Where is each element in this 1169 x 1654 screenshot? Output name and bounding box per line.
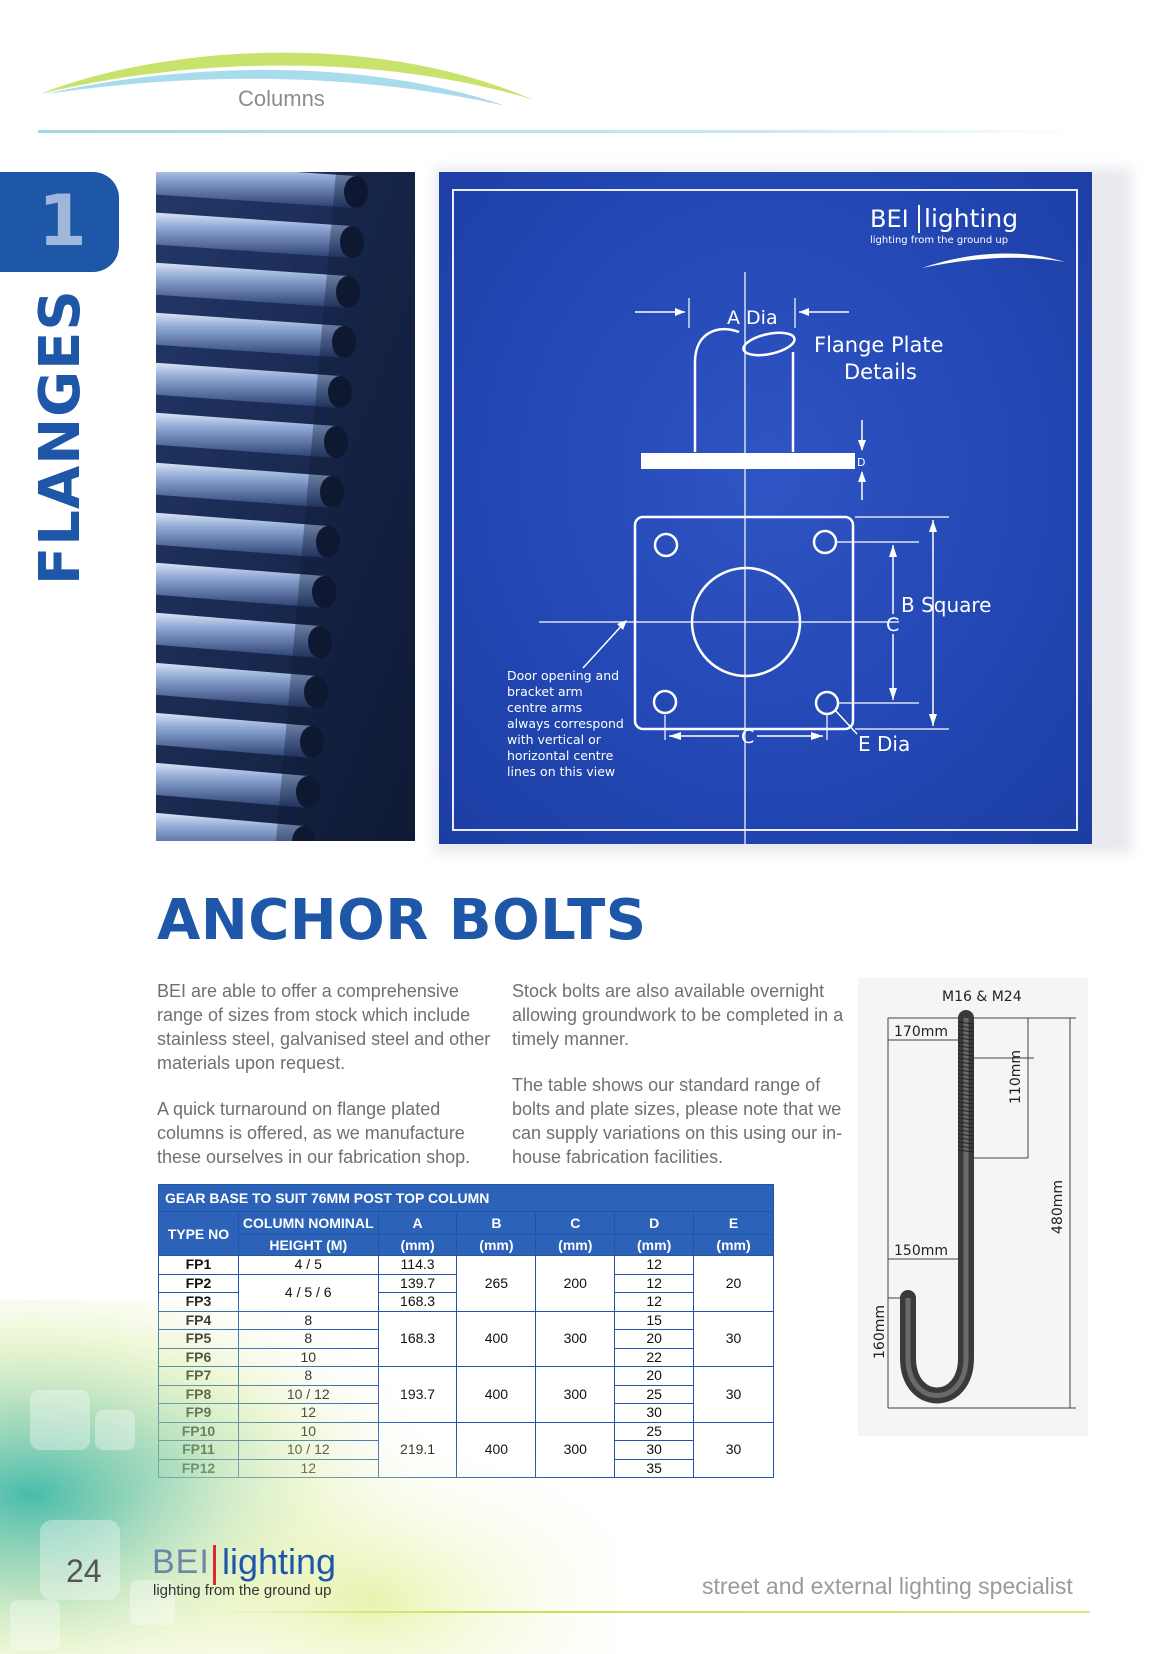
cell-d: 35 (615, 1459, 694, 1478)
label-d: D (857, 456, 866, 469)
chapter-number: 1 (38, 180, 87, 262)
bolt-dim-total: 480mm (1050, 1180, 1066, 1234)
cell-b: 265 (457, 1256, 536, 1312)
header-b: B (457, 1212, 536, 1235)
header-c: C (536, 1212, 615, 1235)
cell-d: 22 (615, 1348, 694, 1367)
blueprint-note (507, 668, 624, 779)
bolt-size-label: M16 & M24 (942, 989, 1022, 1005)
bolt-dim-thread: 110mm (1008, 1050, 1024, 1104)
bolt-dim-hook: 160mm (872, 1305, 888, 1359)
table-caption: GEAR BASE TO SUIT 76MM POST TOP COLUMN (159, 1185, 774, 1212)
cell-height: 4 / 5 / 6 (238, 1274, 378, 1311)
cell-d: 30 (615, 1404, 694, 1423)
footer-logo-lighting: lighting (222, 1541, 337, 1582)
header-height-line2: HEIGHT (M) (238, 1235, 378, 1256)
note-line: lines on this view (507, 764, 616, 779)
cell-c: 200 (536, 1256, 615, 1312)
header-unit: (mm) (378, 1235, 457, 1256)
footer-strapline: street and external lighting specialist (702, 1573, 1073, 1599)
cell-d: 20 (615, 1367, 694, 1386)
page-number: 24 (66, 1553, 102, 1589)
header-unit: (mm) (615, 1235, 694, 1256)
paragraph: Stock bolts are also available overnight allowing groundwork to be completed in a timely manner. (512, 981, 844, 1049)
cell-type: FP1 (159, 1256, 239, 1275)
section-vertical-label: FLANGES (28, 289, 93, 585)
note-line: with vertical or (507, 732, 601, 747)
bolt-dim-top: 170mm (894, 1024, 948, 1040)
intro-column-right (512, 979, 857, 1191)
label-c-horizontal: C (741, 726, 755, 748)
paragraph: A quick turnaround on flange plated columns is offered, as we manufacture these ourselves in our fabrication shop. (157, 1099, 471, 1167)
blueprint-brand-divider (918, 205, 920, 233)
label-a-dia: A Dia (727, 307, 778, 329)
intro-column-left (157, 979, 497, 1191)
header-e: E (694, 1212, 774, 1235)
footer-logo-tagline: lighting from the ground up (153, 1582, 332, 1599)
label-c-vertical: C (886, 614, 900, 636)
cell-e: 20 (694, 1256, 774, 1312)
header-a: A (378, 1212, 457, 1235)
cell-e: 30 (694, 1422, 774, 1478)
note-line: centre arms (507, 700, 583, 715)
footer-divider (210, 1611, 1090, 1613)
header-height-line1: COLUMN NOMINAL (238, 1212, 378, 1235)
paragraph: BEI are able to offer a comprehensive range of sizes from stock which include stainless steel, galvanised steel and other materials upon request. (157, 981, 491, 1073)
label-e-dia: E Dia (858, 732, 911, 756)
note-line: always correspond (507, 716, 624, 731)
header-d: D (615, 1212, 694, 1235)
note-line: horizontal centre (507, 748, 614, 763)
cell-a: 139.7 (378, 1274, 457, 1293)
header-section-title: Columns (238, 86, 325, 111)
blueprint-brand-bei: BEI (870, 205, 909, 233)
table-row (159, 1256, 774, 1275)
cell-d: 25 (615, 1385, 694, 1404)
header-unit: (mm) (694, 1235, 774, 1256)
note-line: bracket arm (507, 684, 583, 699)
cell-d: 30 (615, 1441, 694, 1460)
cell-d: 12 (615, 1293, 694, 1312)
cell-d: 20 (615, 1330, 694, 1349)
footer-logo-bei: BEI (152, 1543, 210, 1581)
columns-photo-illustration (156, 172, 415, 841)
cell-e: 30 (694, 1367, 774, 1423)
footer-glow-graphic (0, 1300, 620, 1654)
blueprint-title-line1: Flange Plate (814, 333, 944, 357)
blueprint-swoosh (922, 253, 1065, 268)
section-heading: ANCHOR BOLTS (157, 888, 647, 953)
header-type-no: TYPE NO (159, 1212, 239, 1256)
blueprint-brand-word: lighting (924, 204, 1019, 233)
flange-blueprint (439, 172, 1092, 844)
cell-a: 114.3 (378, 1256, 457, 1275)
header-unit: (mm) (457, 1235, 536, 1256)
paragraph: The table shows our standard range of bolts and plate sizes, please note that we can supply variations on this using our in-house fabrication facilities. (512, 1075, 843, 1167)
blueprint-title-line2: Details (844, 360, 917, 384)
columns-photo (156, 172, 415, 841)
note-line: Door opening and (507, 668, 620, 683)
cell-type: FP2 (159, 1274, 239, 1293)
cell-d: 12 (615, 1274, 694, 1293)
cell-d: 25 (615, 1422, 694, 1441)
header-divider (38, 130, 1078, 133)
footer-logo-divider (213, 1545, 216, 1585)
cell-d: 12 (615, 1256, 694, 1275)
header-unit: (mm) (536, 1235, 615, 1256)
flange-blueprint-drawing (439, 172, 1092, 844)
anchor-bolt-drawing (858, 978, 1088, 1436)
cell-height: 4 / 5 (238, 1256, 378, 1275)
label-b-square: B Square (901, 593, 992, 617)
bolt-dim-mid: 150mm (894, 1243, 948, 1259)
cell-e: 30 (694, 1311, 774, 1367)
cell-d: 15 (615, 1311, 694, 1330)
blueprint-brand-tagline: lighting from the ground up (870, 235, 1009, 246)
